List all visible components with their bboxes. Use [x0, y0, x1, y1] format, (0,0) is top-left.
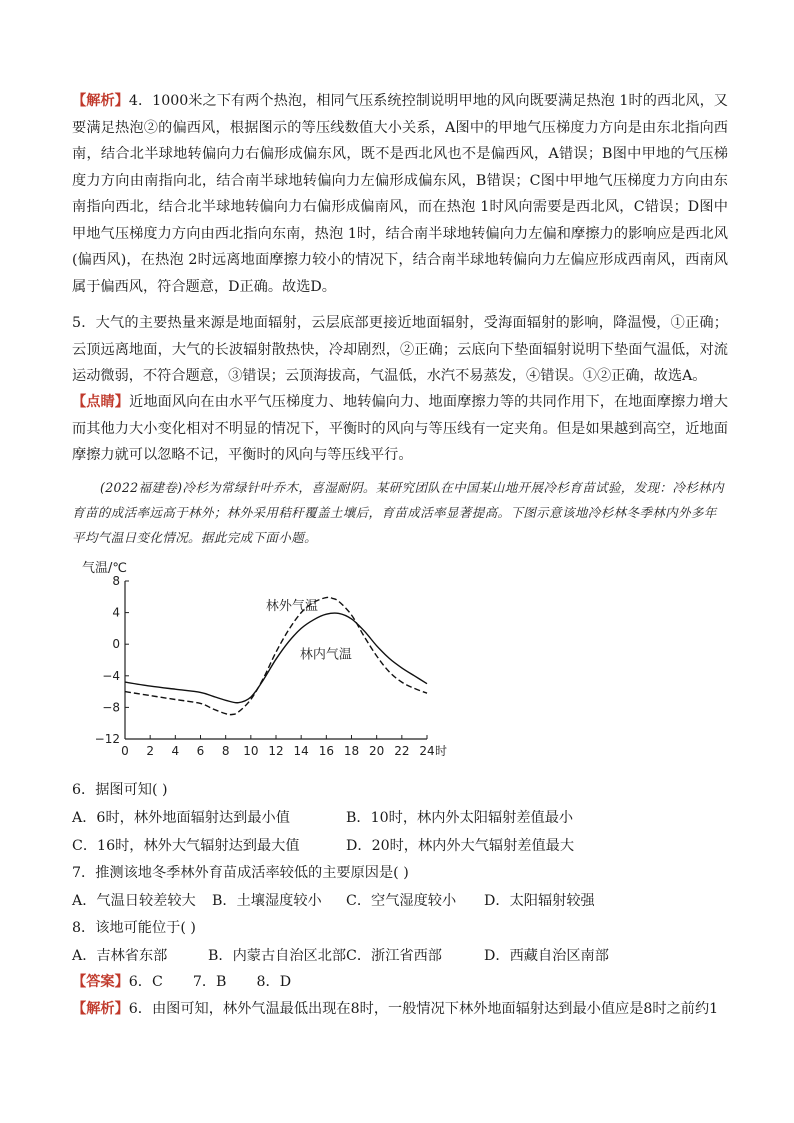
- x-tick-label: 4: [171, 744, 180, 758]
- q8-option-a: A．吉林省东部: [72, 948, 168, 964]
- y-tick-label: −12: [94, 732, 120, 746]
- comment-paragraph: [72, 389, 728, 469]
- y-tick-label: −4: [102, 668, 120, 683]
- y-tick-label: 8: [112, 574, 120, 588]
- y-tick-label: 4: [112, 605, 120, 620]
- q6-option-c: C．16时，林外大气辐射达到最大值: [72, 838, 300, 854]
- answer-7: 7．B: [192, 974, 227, 990]
- x-tick-label: 10: [243, 744, 259, 758]
- question-6-stem: 6．据图可知( ): [72, 782, 168, 798]
- q6-option-b: B．10时，林内外太阳辐射差值最小: [346, 810, 574, 826]
- x-tick-label: 16: [318, 744, 334, 758]
- q7-option-c: C．空气湿度较小: [346, 893, 457, 909]
- comment-text: 近地面风向在由水平气压梯度力、地转偏向力、地面摩擦力等的共同作用下，在地面摩擦力增大而其他力大小变化相对不明显的情况下，平衡时的风向与等压线有一定夹角。但是如果越到高空，近地面摩擦力就可以忽略不记，平衡时的风向与等压线平行。: [72, 394, 728, 463]
- analysis-6-line: [72, 999, 718, 1019]
- y-tick-label: 0: [112, 637, 120, 652]
- q7-option-a: A．气温日较差较大: [72, 893, 196, 909]
- y-axis-title: 气温/℃: [82, 561, 127, 576]
- analysis-6-tag: 【解析】: [72, 1001, 129, 1017]
- question-intro: (2022福建卷)冷杉为常绿针叶乔木，喜湿耐阴。某研究团队在中国某山地开展冷杉育苗试验，发现：冷杉林内育苗的成活率远高于林外；林外采用秸秆覆盖土壤后，育苗成活率显著提高。下图示意该地冷杉林冬季林内外多年平均气温日变化情况。据此完成下面小题。: [72, 480, 724, 545]
- x-tick-label: 18: [343, 744, 360, 758]
- analysis-4-text: 4．1000米之下有两个热泡，相同气压系统控制说明甲地的风向既要满足热泡 1时的西北风，又要满足热泡②的偏西风，根据图示的等压线数值大小关系，A图中的甲地气压梯度力方向是由东北指向西南，结合北半球地转偏向力右偏形成偏东风，既不是西北风也不是偏西风，A错误；B图中甲地的气压梯度力方向由南指向北，结合南半球地转偏向力左偏形成偏东风，B错误；C图中甲地气压梯度力方向由东南指向西北，结合北半球地转偏向力右偏形成偏南风，而在热泡 1时风向需要是西北风，C错误；D图中甲地气压梯度力方向由西北指向东南，热泡 1时，结合南半球地转偏向力左偏和摩擦力的影响应是西北风(偏西风)，在热泡 2时远离地面摩擦力较小的情况下，结合南半球地转偏向力左偏应形成西南风，西南风属于偏西风，符合题意，D正确。故选D。: [72, 93, 728, 295]
- y-tick-label: −8: [102, 700, 120, 715]
- x-tick-label: 12: [268, 744, 284, 758]
- series-label-inside-forest: 林内气温: [299, 647, 352, 663]
- x-tick-label: 20: [369, 744, 385, 758]
- analysis-5-text: 5．大气的主要热量来源是地面辐射，云层底部更接近地面辐射，受海面辐射的影响，降温慢，①正确；云顶远离地面，大气的长波辐射散热快，冷却剧烈，②正确；云底向下垫面辐射说明下垫面气温低，对流运动微弱，不符合题意，③错误；云顶海拔高，气温低，水汽不易蒸发，④错误。①②正确，故选A。: [72, 315, 728, 384]
- q6-option-a: A．6时，林外地面辐射达到最小值: [72, 810, 290, 826]
- answer-tag: 【答案】: [72, 974, 129, 990]
- q8-option-c: C．浙江省西部: [346, 948, 442, 964]
- x-axis-unit: 时: [435, 744, 448, 758]
- x-tick-label: 14: [293, 744, 309, 758]
- x-tick-label: 24: [419, 744, 435, 758]
- analysis-tag: 【解析】: [72, 93, 129, 109]
- analysis-4-paragraph: [72, 88, 728, 300]
- q8-option-b: B．内蒙古自治区北部: [208, 948, 347, 964]
- answer-line: [72, 972, 321, 992]
- x-tick-label: 6: [196, 744, 205, 758]
- temperature-chart: [70, 556, 490, 766]
- question-7-stem: 7．推测该地冬季林外育苗成活率较低的主要原因是( ): [72, 865, 409, 881]
- series-line-outside-forest: [125, 597, 427, 714]
- analysis-6-text: 6．由图可知，林外气温最低出现在8时，一般情况下林外地面辐射达到最小值应是8时之前约1: [128, 1001, 719, 1017]
- x-tick-label: 8: [221, 744, 230, 758]
- q7-option-d: D．太阳辐射较强: [484, 893, 595, 909]
- q7-option-b: B．土壤湿度较小: [212, 893, 322, 909]
- answer-6: 6．C: [128, 974, 163, 990]
- x-tick-label: 22: [394, 744, 410, 758]
- x-tick-label: 2: [146, 744, 154, 758]
- comment-tag: 【点睛】: [72, 394, 130, 410]
- q8-option-d: D．西藏自治区南部: [484, 948, 609, 964]
- analysis-5-paragraph: [72, 310, 728, 390]
- x-tick-label: 0: [121, 744, 129, 758]
- series-label-outside-forest: 林外气温: [265, 599, 318, 615]
- answer-8: 8．D: [256, 974, 292, 990]
- series-line-inside-forest: [125, 613, 427, 703]
- question-8-stem: 8．该地可能位于( ): [72, 920, 196, 936]
- q6-option-d: D．20时，林内外大气辐射差值最大: [346, 838, 575, 854]
